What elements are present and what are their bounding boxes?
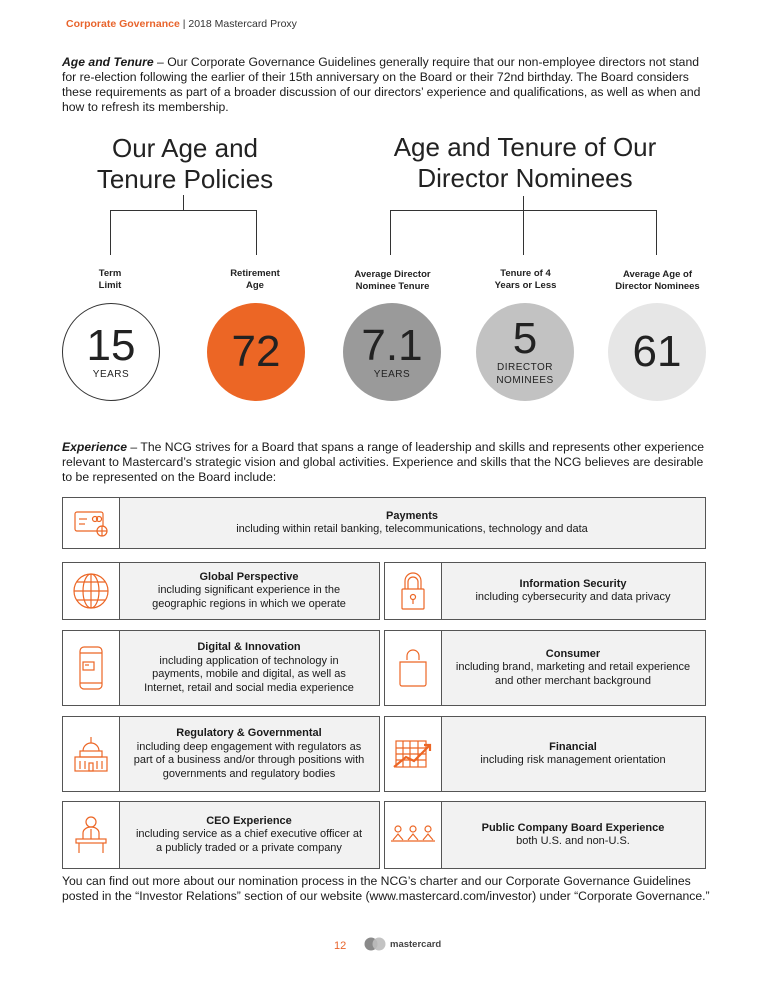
skill-public-company-board [384, 801, 706, 869]
skill-desc: including application of technology in payments, mobile and digital, as well as Internet, retail and social media experience [144, 654, 354, 694]
padlock-icon [385, 563, 442, 619]
nominees-bracket-stem [523, 196, 524, 211]
stat-circle-avg-tenure [343, 303, 441, 401]
government-building-icon [63, 717, 120, 791]
stat-label-term-limit: Term Limit [98, 268, 122, 291]
header-separator: | [179, 18, 189, 30]
policies-title [80, 133, 290, 195]
skill-desc: including significant experience in the geographic regions in which we operate [152, 584, 346, 610]
skill-financial [384, 716, 706, 792]
stat-circle-retirement-age [207, 303, 305, 401]
policies-title-line2: Tenure Policies [96, 164, 274, 194]
mastercard-wordmark: mastercard [390, 939, 442, 950]
financial-chart-icon [385, 717, 442, 791]
header-doc-title: 2018 Mastercard Proxy [188, 18, 297, 30]
stat-label-avg-age: Average Age of Director Nominees [615, 269, 700, 292]
shopping-bag-icon [385, 631, 442, 705]
skill-regulatory-governmental [62, 716, 380, 792]
skill-title: Information Security [519, 577, 627, 590]
skill-global-perspective [62, 562, 380, 620]
stat-circle-term-limit [62, 303, 160, 401]
experience-text: – The NCG strives for a Board that spans a range of leadership and skills and represents other experience relevant to Mastercard’s strategic vision and global activities. Experience and skills that the NCG believes are desirable to be represented on the Board include: [62, 440, 705, 484]
skill-desc: including service as a chief executive officer at a publicly traded or a private company [135, 828, 363, 854]
skill-title: Digital & Innovation [197, 641, 301, 653]
skill-title: Global Perspective [199, 570, 299, 583]
stat-value: 15 [86, 320, 136, 370]
experience-lead: Experience [62, 440, 128, 454]
skill-ceo-experience [62, 801, 380, 869]
closing-paragraph: You can find out more about our nomination process in the NCG’s charter and our Corporate Governance Guidelines posted in the “Investor Relations” section of our website (www.mastercard.com/investor) under “Corporate Governance.” [62, 874, 710, 903]
stat-circle-avg-age [608, 303, 706, 401]
skill-desc: including deep engagement with regulators as part of a business and/or through positions with governments and regulatory bodies [133, 740, 365, 780]
stat-label-tenure-4: Tenure of 4 Years or Less [494, 268, 557, 291]
experience-paragraph [62, 440, 712, 485]
skill-title: Financial [549, 740, 597, 753]
skill-desc: including cybersecurity and data privacy [475, 591, 671, 603]
stat-circle-tenure-4 [476, 303, 574, 401]
stat-unit: DIRECTOR [496, 362, 554, 373]
skill-desc: both U.S. and non-U.S. [516, 835, 630, 847]
skill-title: Payments [386, 509, 438, 522]
policies-title-line1: Our Age and [112, 133, 258, 163]
stat-unit: YEARS [92, 368, 130, 380]
skill-desc: including risk management orientation [480, 754, 666, 766]
skill-title: Consumer [545, 647, 601, 660]
policies-bracket [110, 210, 257, 255]
page-header [66, 18, 297, 30]
stat-value: 7.1 [361, 320, 423, 370]
stat-unit: YEARS [373, 368, 411, 380]
stat-value: 61 [632, 327, 682, 376]
policies-bracket-stem [183, 195, 184, 211]
boardroom-icon [385, 802, 442, 868]
skill-payments [62, 497, 706, 549]
skill-desc: including brand, marketing and retail experience and other merchant background [455, 661, 691, 687]
skill-title: Public Company Board Experience [481, 821, 665, 834]
credit-card-icon [63, 498, 120, 548]
skill-digital-innovation [62, 630, 380, 706]
header-section: Corporate Governance [66, 18, 180, 30]
age-tenure-lead: Age and Tenure [62, 55, 154, 69]
skill-title: Regulatory & Governmental [176, 727, 322, 739]
mastercard-logo-icon [364, 937, 386, 956]
skill-title: CEO Experience [206, 814, 292, 827]
stat-label-avg-tenure: Average Director Nominee Tenure [354, 269, 431, 292]
skill-consumer [384, 630, 706, 706]
skill-desc: including within retail banking, telecommunications, technology and data [236, 523, 588, 535]
mobile-phone-icon [63, 631, 120, 705]
stat-label-retirement-age: Retirement Age [230, 268, 280, 291]
nominees-title [360, 132, 690, 194]
nominees-bracket-mid [523, 210, 524, 255]
skill-information-security [384, 562, 706, 620]
stat-unit-2: NOMINEES [496, 375, 554, 386]
age-tenure-paragraph [62, 55, 712, 115]
nominees-title-line2: Director Nominees [417, 163, 633, 193]
executive-at-desk-icon [63, 802, 120, 868]
stat-value: 5 [512, 314, 538, 363]
globe-icon [63, 563, 120, 619]
stat-value: 72 [231, 327, 281, 376]
age-tenure-text: – Our Corporate Governance Guidelines generally require that our non-employee directors not stand for re-election following the earlier of their 15th anniversary on the Board or their 72nd birthday. The Board considers these requirements as part of a broader discussion of our directors’ experience and qualifications, as well as when and how to refresh its membership. [62, 55, 701, 114]
page-number: 12 [334, 940, 347, 952]
nominees-title-line1: Age and Tenure of Our [393, 132, 657, 162]
